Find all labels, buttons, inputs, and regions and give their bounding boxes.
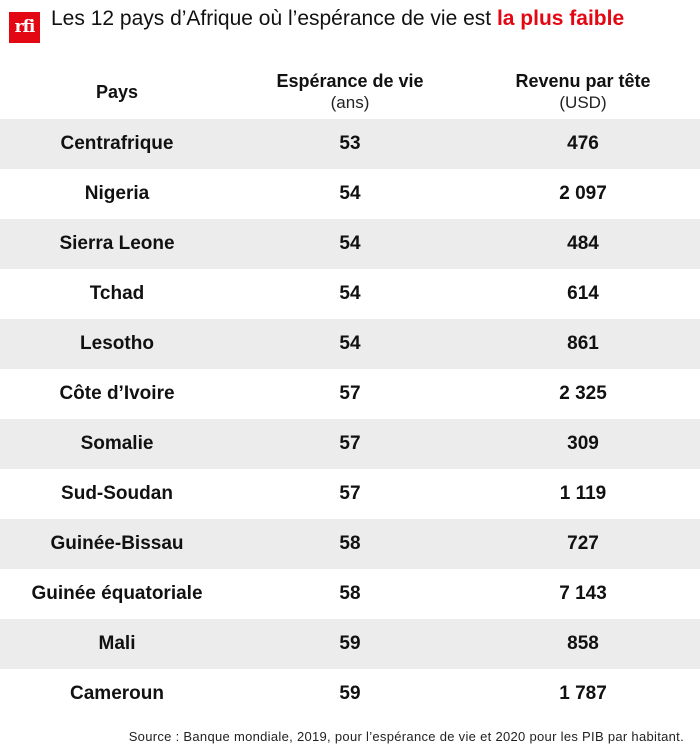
column-header-life-expectancy <box>234 71 466 113</box>
income-cell: 614 <box>567 283 599 304</box>
life-expectancy-cell: 59 <box>339 683 361 704</box>
rfi-logo: rfi <box>9 12 40 43</box>
income-cell: 484 <box>567 233 599 254</box>
country-cell: Somalie <box>80 433 154 454</box>
income-cell: 2 325 <box>559 383 607 404</box>
income-cell: 861 <box>567 333 599 354</box>
table-row <box>0 219 700 269</box>
column-header-income <box>466 71 700 113</box>
life-expectancy-cell: 57 <box>339 433 361 454</box>
table-row <box>0 569 700 619</box>
country-cell: Guinée-Bissau <box>50 533 184 554</box>
column-header-income-label: Revenu par tête <box>515 71 651 91</box>
income-cell: 727 <box>567 533 599 554</box>
chart-title <box>51 6 691 32</box>
table-row <box>0 319 700 369</box>
country-cell: Nigeria <box>84 183 150 204</box>
table-row <box>0 119 700 169</box>
column-header-life-label: Espérance de vie <box>276 71 424 91</box>
column-header-country-label: Pays <box>95 82 139 102</box>
income-cell: 1 787 <box>559 683 607 704</box>
table-row <box>0 469 700 519</box>
table-row <box>0 519 700 569</box>
country-cell: Tchad <box>89 283 145 304</box>
income-cell: 309 <box>567 433 599 454</box>
source-note: Source : Banque mondiale, 2019, pour l’espérance de vie et 2020 pour les PIB par habitant. <box>128 729 684 744</box>
column-header-country <box>0 82 234 103</box>
life-expectancy-cell: 54 <box>339 333 361 354</box>
table-row <box>0 669 700 719</box>
title-text: Les 12 pays d’Afrique où l’espérance de vie est <box>51 7 497 30</box>
table-row <box>0 369 700 419</box>
country-cell: Guinée équatoriale <box>31 583 203 604</box>
country-cell: Sud-Soudan <box>61 483 173 504</box>
country-cell: Sierra Leone <box>59 233 175 254</box>
life-expectancy-cell: 58 <box>339 583 361 604</box>
life-expectancy-cell: 57 <box>339 383 361 404</box>
income-cell: 476 <box>567 133 599 154</box>
life-expectancy-cell: 57 <box>339 483 361 504</box>
table-row <box>0 269 700 319</box>
data-table <box>0 119 700 719</box>
table-row <box>0 419 700 469</box>
life-expectancy-cell: 59 <box>339 633 361 654</box>
income-cell: 7 143 <box>559 583 607 604</box>
table-row <box>0 169 700 219</box>
life-expectancy-cell: 54 <box>339 283 361 304</box>
income-cell: 1 119 <box>559 483 607 504</box>
column-header-life-unit: (ans) <box>330 93 370 112</box>
income-cell: 858 <box>567 633 599 654</box>
life-expectancy-cell: 54 <box>339 183 361 204</box>
country-cell: Côte d’Ivoire <box>59 383 175 404</box>
life-expectancy-cell: 53 <box>339 133 361 154</box>
country-cell: Mali <box>98 633 136 654</box>
country-cell: Cameroun <box>70 683 164 704</box>
life-expectancy-cell: 58 <box>339 533 361 554</box>
column-header-income-unit: (USD) <box>559 93 607 112</box>
life-expectancy-cell: 54 <box>339 233 361 254</box>
table-row <box>0 619 700 669</box>
country-cell: Lesotho <box>80 333 154 354</box>
country-cell: Centrafrique <box>60 133 174 154</box>
income-cell: 2 097 <box>559 183 607 204</box>
title-highlight: la plus faible <box>496 7 625 30</box>
